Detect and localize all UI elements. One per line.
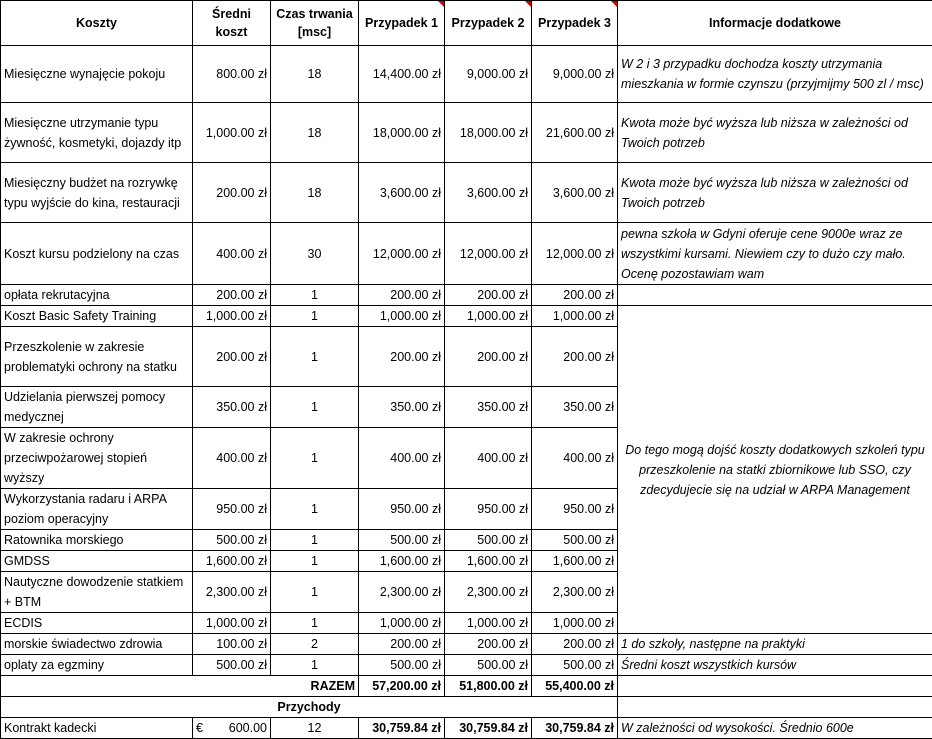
info-cell[interactable]: 1 do szkoły, następne na praktyki — [618, 634, 932, 655]
case2-cell[interactable]: 500.00 zł — [445, 655, 532, 676]
comment-indicator-icon[interactable] — [438, 1, 444, 7]
income-name-cell[interactable]: Kontrakt kadecki — [1, 718, 193, 739]
income-header-row — [1, 697, 932, 718]
avg-cost-cell[interactable]: 350.00 zł — [193, 387, 271, 428]
case3-cell[interactable]: 200.00 zł — [532, 634, 618, 655]
case2-cell[interactable]: 1,000.00 zł — [445, 306, 532, 327]
income-case2[interactable]: 30,759.84 zł — [445, 718, 532, 739]
case1-cell[interactable]: 1,600.00 zł — [359, 551, 445, 572]
cost-name-cell[interactable]: oplaty za egzminy — [1, 655, 193, 676]
info-cell[interactable] — [618, 285, 932, 306]
avg-cost-cell[interactable]: 950.00 zł — [193, 489, 271, 530]
duration-cell[interactable]: 1 — [271, 613, 359, 634]
total-label: RAZEM — [1, 676, 359, 697]
cost-name-cell[interactable]: Udzielania pierwszej pomocy medycznej — [1, 387, 193, 428]
case1-cell[interactable]: 200.00 zł — [359, 634, 445, 655]
income-avg-value: 600.00 — [229, 718, 267, 738]
info-cell[interactable]: Średni koszt wszystkich kursów — [618, 655, 932, 676]
cost-name-cell[interactable]: Przeszkolenie w zakresie problematyki ochrony na statku — [1, 327, 193, 387]
case2-cell[interactable]: 500.00 zł — [445, 530, 532, 551]
table-row — [1, 655, 932, 676]
income-avg-cell[interactable] — [193, 718, 271, 739]
avg-cost-cell[interactable]: 1,600.00 zł — [193, 551, 271, 572]
cost-name-cell[interactable]: Ratownika morskiego — [1, 530, 193, 551]
case2-cell[interactable]: 1,600.00 zł — [445, 551, 532, 572]
avg-cost-cell[interactable]: 200.00 zł — [193, 163, 271, 223]
cost-name-cell[interactable]: Nautyczne dowodzenie statkiem + BTM — [1, 572, 193, 613]
case2-cell[interactable]: 18,000.00 zł — [445, 103, 532, 163]
duration-cell[interactable]: 1 — [271, 285, 359, 306]
duration-cell[interactable]: 1 — [271, 655, 359, 676]
cost-name-cell[interactable]: Koszt Basic Safety Training — [1, 306, 193, 327]
case1-cell[interactable]: 2,300.00 zł — [359, 572, 445, 613]
duration-cell[interactable]: 30 — [271, 223, 359, 285]
case2-cell[interactable]: 200.00 zł — [445, 285, 532, 306]
case1-cell[interactable]: 18,000.00 zł — [359, 103, 445, 163]
case3-cell[interactable]: 12,000.00 zł — [532, 223, 618, 285]
avg-cost-cell[interactable]: 2,300.00 zł — [193, 572, 271, 613]
duration-cell[interactable]: 1 — [271, 327, 359, 387]
case3-cell[interactable]: 3,600.00 zł — [532, 163, 618, 223]
case2-cell[interactable]: 2,300.00 zł — [445, 572, 532, 613]
merged-info-cell[interactable]: Do tego mogą dojść koszty dodatkowych szkoleń typu przeszkolenie na statki zbiornikowe lub SSO, czy zdecydujecie się na udział w ARPA Management — [618, 306, 932, 634]
income-row — [1, 718, 932, 739]
avg-cost-cell[interactable]: 200.00 zł — [193, 327, 271, 387]
currency-symbol: € — [196, 718, 203, 738]
avg-cost-cell[interactable]: 400.00 zł — [193, 428, 271, 489]
case3-cell[interactable]: 9,000.00 zł — [532, 46, 618, 103]
case2-cell[interactable]: 3,600.00 zł — [445, 163, 532, 223]
avg-cost-cell[interactable]: 800.00 zł — [193, 46, 271, 103]
case3-cell[interactable]: 2,300.00 zł — [532, 572, 618, 613]
avg-cost-cell[interactable]: 400.00 zł — [193, 223, 271, 285]
cost-name-cell[interactable]: Miesięczne utrzymanie typu żywność, kosmetyki, dojazdy itp — [1, 103, 193, 163]
case1-cell[interactable]: 350.00 zł — [359, 387, 445, 428]
header-przypadek-1[interactable] — [359, 1, 445, 46]
case3-cell[interactable]: 950.00 zł — [532, 489, 618, 530]
header-label: Przypadek 1 — [365, 16, 438, 30]
duration-cell[interactable]: 1 — [271, 572, 359, 613]
avg-cost-cell[interactable]: 100.00 zł — [193, 634, 271, 655]
header-koszty[interactable]: Koszty — [1, 1, 193, 46]
case1-cell[interactable]: 200.00 zł — [359, 327, 445, 387]
info-cell[interactable]: Kwota może być wyższa lub niższa w zależności od Twoich potrzeb — [618, 163, 932, 223]
case1-cell[interactable]: 200.00 zł — [359, 285, 445, 306]
comment-indicator-icon[interactable] — [525, 1, 531, 7]
info-cell[interactable] — [618, 676, 932, 697]
duration-cell[interactable]: 18 — [271, 103, 359, 163]
case2-cell[interactable]: 200.00 zł — [445, 327, 532, 387]
case3-cell[interactable]: 400.00 zł — [532, 428, 618, 489]
case3-cell[interactable]: 1,600.00 zł — [532, 551, 618, 572]
info-cell[interactable]: pewna szkoła w Gdyni oferuje cene 9000e wraz ze wszystkimi kursami. Niewiem czy to dużo czy mało. Ocenę pozostawiam wam — [618, 223, 932, 285]
case3-cell[interactable]: 1,000.00 zł — [532, 613, 618, 634]
income-case3[interactable]: 30,759.84 zł — [532, 718, 618, 739]
total-case2[interactable]: 51,800.00 zł — [445, 676, 532, 697]
case1-cell[interactable]: 950.00 zł — [359, 489, 445, 530]
case3-cell[interactable]: 21,600.00 zł — [532, 103, 618, 163]
avg-cost-cell[interactable]: 200.00 zł — [193, 285, 271, 306]
header-przypadek-3[interactable] — [532, 1, 618, 46]
case1-cell[interactable]: 1,000.00 zł — [359, 306, 445, 327]
duration-cell[interactable]: 1 — [271, 428, 359, 489]
total-case3[interactable]: 55,400.00 zł — [532, 676, 618, 697]
case3-cell[interactable]: 500.00 zł — [532, 655, 618, 676]
avg-cost-cell[interactable]: 1,000.00 zł — [193, 103, 271, 163]
cost-name-cell[interactable]: morskie świadectwo zdrowia — [1, 634, 193, 655]
header-informacje[interactable]: Informacje dodatkowe — [618, 1, 932, 46]
duration-cell[interactable]: 1 — [271, 387, 359, 428]
duration-cell[interactable]: 1 — [271, 551, 359, 572]
table-row — [1, 634, 932, 655]
table-row — [1, 306, 932, 327]
cost-name-cell[interactable]: Miesięczny budżet na rozrywkę typu wyjście do kina, restauracji — [1, 163, 193, 223]
cost-name-cell[interactable]: ECDIS — [1, 613, 193, 634]
header-czas-trwania[interactable]: Czas trwania [msc] — [271, 1, 359, 46]
cost-name-cell[interactable]: Wykorzystania radaru i ARPA poziom operacyjny — [1, 489, 193, 530]
table-row — [1, 46, 932, 103]
duration-cell[interactable]: 1 — [271, 489, 359, 530]
case3-cell[interactable]: 200.00 zł — [532, 285, 618, 306]
info-cell[interactable]: W 2 i 3 przypadku dochodza koszty utrzymania mieszkania w formie czynszu (przyjmijmy 500 zl / msc) — [618, 46, 932, 103]
case2-cell[interactable]: 12,000.00 zł — [445, 223, 532, 285]
header-sredni-koszt[interactable]: Średni koszt — [193, 1, 271, 46]
info-cell[interactable] — [618, 697, 932, 718]
case2-cell[interactable]: 400.00 zł — [445, 428, 532, 489]
table-row — [1, 285, 932, 306]
cost-name-cell[interactable]: GMDSS — [1, 551, 193, 572]
income-info-cell[interactable]: W zależności od wysokości. Średnio 600e — [618, 718, 932, 739]
avg-cost-cell[interactable]: 1,000.00 zł — [193, 613, 271, 634]
table-row — [1, 103, 932, 163]
case3-cell[interactable]: 350.00 zł — [532, 387, 618, 428]
avg-cost-cell[interactable]: 500.00 zł — [193, 530, 271, 551]
case1-cell[interactable]: 1,000.00 zł — [359, 613, 445, 634]
case1-cell[interactable]: 14,400.00 zł — [359, 46, 445, 103]
table-row — [1, 223, 932, 285]
case2-cell[interactable]: 950.00 zł — [445, 489, 532, 530]
case1-cell[interactable]: 12,000.00 zł — [359, 223, 445, 285]
comment-indicator-icon[interactable] — [611, 1, 617, 7]
header-przypadek-2[interactable] — [445, 1, 532, 46]
duration-cell[interactable]: 1 — [271, 306, 359, 327]
case1-cell[interactable]: 500.00 zł — [359, 530, 445, 551]
case1-cell[interactable]: 500.00 zł — [359, 655, 445, 676]
case3-cell[interactable]: 1,000.00 zł — [532, 306, 618, 327]
table-row — [1, 163, 932, 223]
cost-name-cell[interactable]: W zakresie ochrony przeciwpożarowej stopień wyższy — [1, 428, 193, 489]
info-cell[interactable]: Kwota może być wyższa lub niższa w zależności od Twoich potrzeb — [618, 103, 932, 163]
case2-cell[interactable]: 9,000.00 zł — [445, 46, 532, 103]
case2-cell[interactable]: 350.00 zł — [445, 387, 532, 428]
case3-cell[interactable]: 500.00 zł — [532, 530, 618, 551]
total-row — [1, 676, 932, 697]
duration-cell[interactable]: 18 — [271, 163, 359, 223]
avg-cost-cell[interactable]: 500.00 zł — [193, 655, 271, 676]
case3-cell[interactable]: 200.00 zł — [532, 327, 618, 387]
cost-name-cell[interactable]: Miesięczne wynajęcie pokoju — [1, 46, 193, 103]
duration-cell[interactable]: 18 — [271, 46, 359, 103]
header-label: Przypadek 3 — [538, 16, 611, 30]
total-case1[interactable]: 57,200.00 zł — [359, 676, 445, 697]
income-duration-cell[interactable]: 12 — [271, 718, 359, 739]
duration-cell[interactable]: 1 — [271, 530, 359, 551]
case2-cell[interactable]: 200.00 zł — [445, 634, 532, 655]
cost-name-cell[interactable]: Koszt kursu podzielony na czas — [1, 223, 193, 285]
avg-cost-cell[interactable]: 1,000.00 zł — [193, 306, 271, 327]
income-section-label: Przychody — [1, 697, 618, 718]
header-label: Przypadek 2 — [452, 16, 525, 30]
case2-cell[interactable]: 1,000.00 zł — [445, 613, 532, 634]
duration-cell[interactable]: 2 — [271, 634, 359, 655]
cost-name-cell[interactable]: opłata rekrutacyjna — [1, 285, 193, 306]
case1-cell[interactable]: 3,600.00 zł — [359, 163, 445, 223]
income-case1[interactable]: 30,759.84 zł — [359, 718, 445, 739]
case1-cell[interactable]: 400.00 zł — [359, 428, 445, 489]
